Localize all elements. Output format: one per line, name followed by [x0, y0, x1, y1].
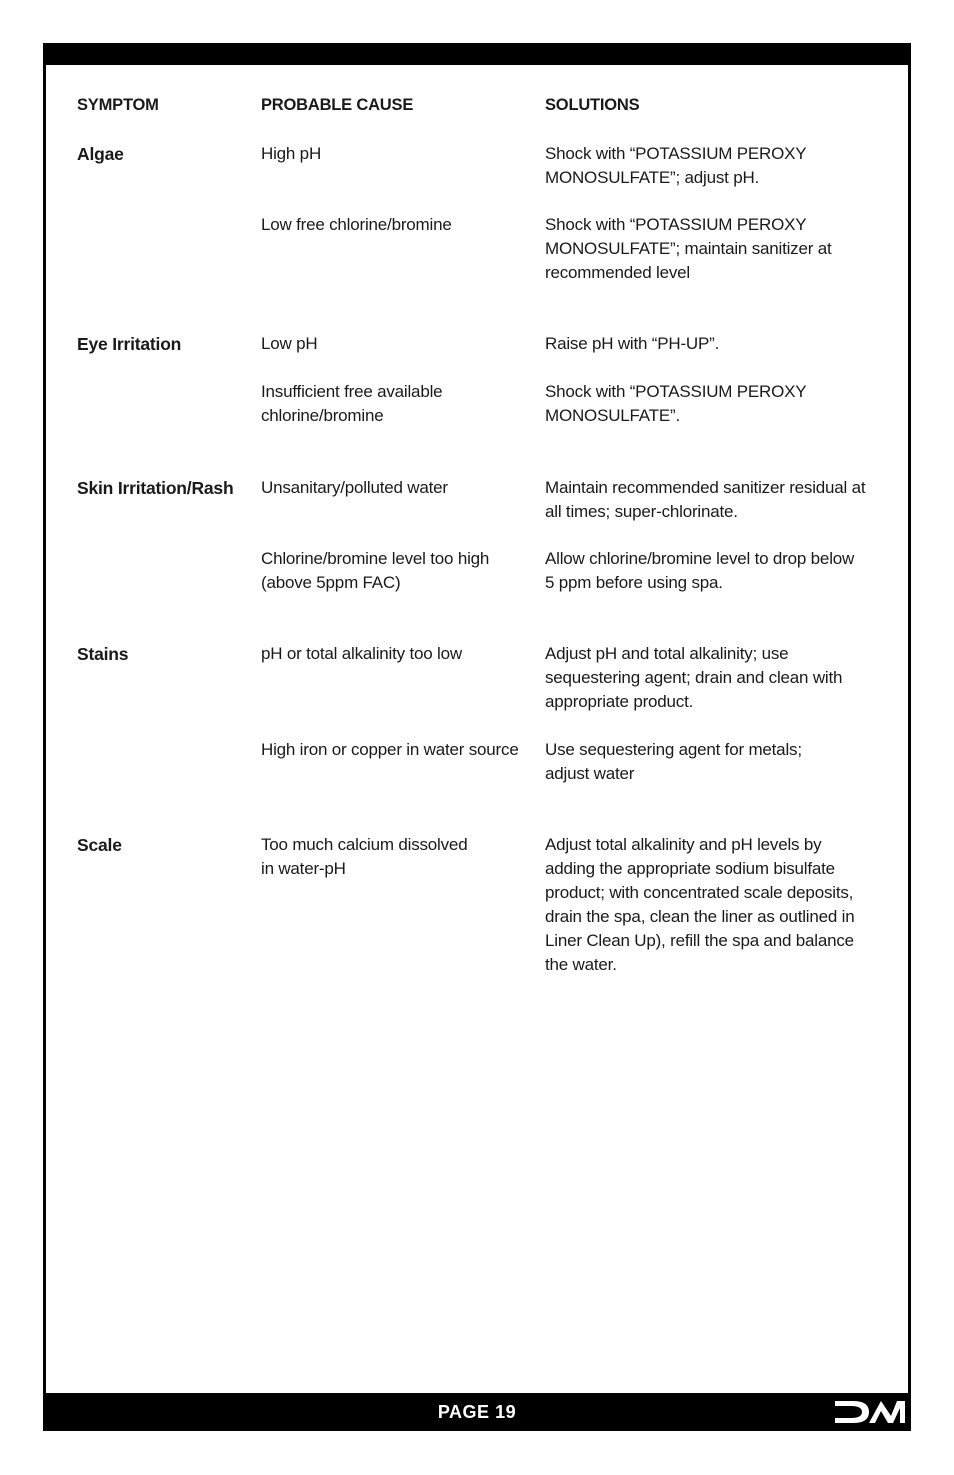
cause-cell: pH or total alkalinity too low: [261, 644, 462, 663]
cause-cell: High iron or copper in water source: [261, 740, 519, 759]
solution-cell: Raise pH with “PH-UP”.: [545, 334, 720, 353]
solution-cell: Maintain recommended sanitizer residual at all times; super-chlorinate.: [545, 478, 866, 521]
page-number: PAGE 19: [437, 1402, 517, 1422]
cause-cell: Unsanitary/polluted water: [261, 478, 448, 497]
solution-cell: Adjust total alkalinity and pH levels by adding the appropriate sodium bisulfate product; with concentrated scale deposits, drain the spa, clean the liner as outlined in Liner Clean Up), refill the spa and balance the water.: [545, 835, 855, 974]
cause-cell: Chlorine/bromine level too high (above 5ppm FAC): [261, 549, 490, 592]
page-footer: [43, 1393, 911, 1431]
solution-cell: Use sequestering agent for metals; adjust water: [545, 740, 802, 783]
solution-cell: Adjust pH and total alkalinity; use sequestering agent; drain and clean with appropriate product.: [545, 644, 843, 711]
dm-logo-icon: [835, 1399, 905, 1425]
header-solutions: SOLUTIONS: [545, 96, 640, 114]
cause-cell: Insufficient free available chlorine/bromine: [261, 382, 443, 425]
cause-cell: Too much calcium dissolved in water-pH: [261, 835, 468, 878]
symptom-scale: Scale: [77, 835, 122, 855]
solution-cell: Shock with “POTASSIUM PEROXY MONOSULFATE”; maintain sanitizer at recommended level: [545, 215, 832, 282]
header-symptom: SYMPTOM: [77, 96, 159, 114]
symptom-eye-irritation: Eye Irritation: [77, 334, 182, 354]
cause-cell: Low pH: [261, 334, 318, 353]
solution-cell: Shock with “POTASSIUM PEROXY MONOSULFATE”; adjust pH.: [545, 144, 807, 187]
solution-cell: Allow chlorine/bromine level to drop below 5 ppm before using spa.: [545, 549, 855, 592]
header-probable-cause: PROBABLE CAUSE: [261, 96, 414, 114]
cause-cell: High pH: [261, 144, 322, 163]
solution-cell: Shock with “POTASSIUM PEROXY MONOSULFATE”.: [545, 382, 807, 425]
symptom-algae: Algae: [77, 144, 124, 164]
symptom-skin-irritation: Skin Irritation/Rash: [77, 478, 234, 498]
symptom-stains: Stains: [77, 644, 129, 664]
cause-cell: Low free chlorine/bromine: [261, 215, 452, 234]
